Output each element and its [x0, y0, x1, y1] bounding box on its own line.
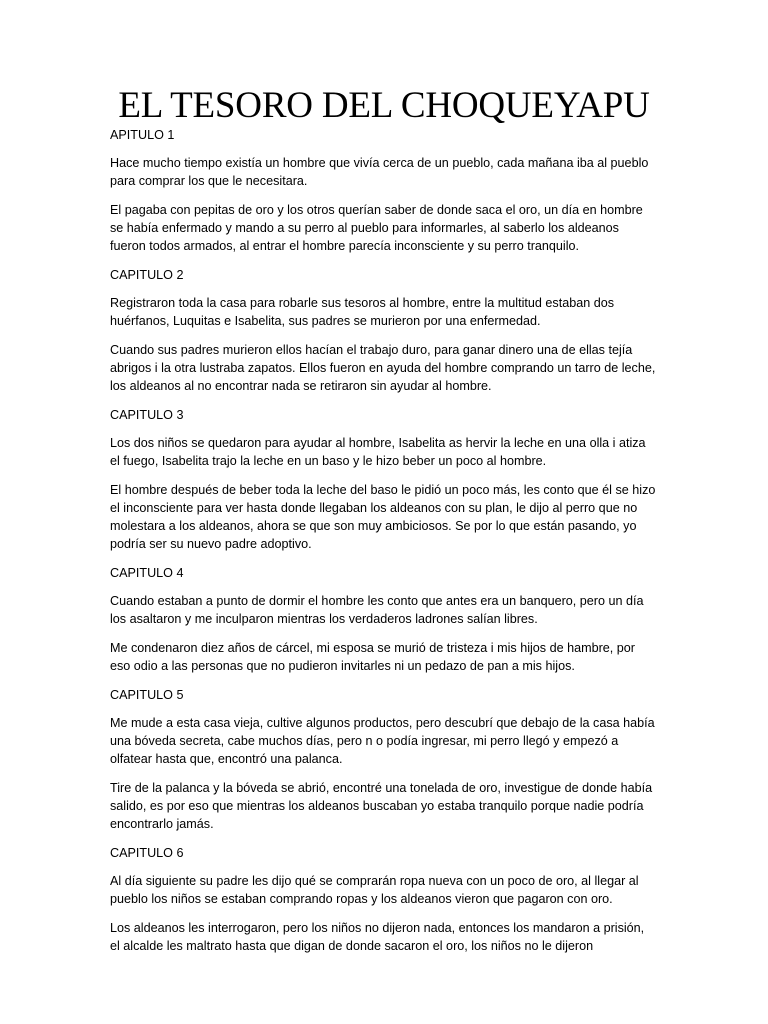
paragraph: Me mude a esta casa vieja, cultive algunos productos, pero descubrí que debajo de la casa había una bóveda secreta, cabe muchos días, pero n o podía ingresar, mi perro llegó y empezó a olfatear hasta que, encontró una palanca. [110, 716, 655, 766]
paragraph: Cuando estaban a punto de dormir el hombre les conto que antes era un banquero, pero un día los asaltaron y me inculparon mientras los verdaderos ladrones salían libres. [110, 594, 644, 626]
paragraph: Me condenaron diez años de cárcel, mi esposa se murió de tristeza i mis hijos de hambre, por eso odio a las personas que no pudieron invitarles ni un pedazo de pan a mis hijos. [110, 641, 635, 673]
paragraph: Registraron toda la casa para robarle sus tesoros al hombre, entre la multitud estaban dos huérfanos, Luquitas e Isabelita, sus padres se murieron por una enfermedad. [110, 296, 615, 328]
document-body [110, 126, 656, 966]
paragraph: Tire de la palanca y la bóveda se abrió, encontré una tonelada de oro, investigue de donde había salido, es por eso que mientras los aldeanos buscaban yo estaba tranquilo porque nadie podría encontrarlo jamás. [110, 781, 653, 831]
paragraph: Hace mucho tiempo existía un hombre que vivía cerca de un pueblo, cada mañana iba al pueblo para comprar los que le necesitara. [110, 156, 649, 188]
paragraph: Los dos niños se quedaron para ayudar al hombre, Isabelita as hervir la leche en una olla i atiza el fuego, Isabelita trajo la leche en un baso y le hizo beber un poco al hombre. [110, 436, 646, 468]
document-title: EL TESORO DEL CHOQUEYAPU [118, 85, 650, 126]
chapter-heading: CAPITULO 5 [110, 688, 184, 702]
paragraph: Cuando sus padres murieron ellos hacían el trabajo duro, para ganar dinero una de ellas tejía abrigos i la otra lustraba zapatos. Ellos fueron en ayuda del hombre comprando un tarro de leche, los aldeanos al no encontrar nada se retiraron sin ayudar al hombre. [110, 343, 656, 393]
paragraph: Los aldeanos les interrogaron, pero los niños no dijeron nada, entonces los mandaron a prisión, el alcalde les maltrato hasta que digan de donde sacaron el oro, los niños no le dijeron [110, 921, 645, 953]
paragraph: El hombre después de beber toda la leche del baso le pidió un poco más, les conto que él se hizo el inconsciente para ver hasta donde llegaban los aldeanos con su plan, le dijo al perro que no molestara a los aldeanos, ahora se que son muy ambiciosos. Se por lo que están pasando, yo podría ser su nuevo padre adoptivo. [110, 483, 656, 551]
paragraph: El pagaba con pepitas de oro y los otros querían saber de donde saca el oro, un día en hombre se había enfermado y mando a su perro al pueblo para informarles, al saberlo los aldeanos fueron todos armados, al entrar el hombre parecía inconsciente y su perro tranquilo. [110, 203, 643, 253]
chapter-heading: CAPITULO 3 [110, 408, 184, 422]
chapter-heading: CAPITULO 2 [110, 268, 184, 282]
chapter-heading: CAPITULO 6 [110, 846, 184, 860]
chapter-heading: CAPITULO 4 [110, 566, 184, 580]
paragraph: Al día siguiente su padre les dijo qué se comprarán ropa nueva con un poco de oro, al llegar al pueblo los niños se estaban comprando ropas y los aldeanos vieron que pagaron con oro. [110, 874, 639, 906]
chapter-heading: APITULO 1 [110, 128, 175, 142]
